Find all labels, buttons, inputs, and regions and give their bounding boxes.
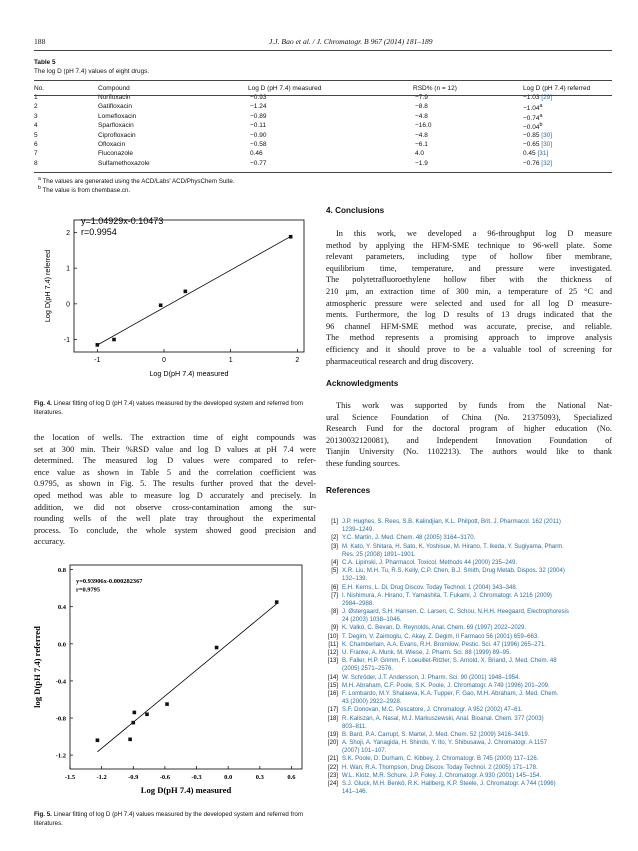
row-number: 6 — [34, 140, 38, 148]
table-caption — [34, 58, 149, 76]
reference-item — [326, 649, 612, 657]
reference-item — [326, 772, 612, 780]
referred-value: −0.65 [30] — [523, 140, 553, 148]
measured-value: −0.90 — [250, 131, 267, 139]
reference-link[interactable]: F. Lombardo, M.Y. Shalaeva, K.A. Tupper, F. Gao, M.H. Abraham, J. Med. Chem. 43 (2000) 2922–2928. — [342, 690, 559, 706]
y-tick-label: 0.4 — [57, 604, 66, 612]
reference-item — [326, 543, 612, 559]
measured-value: −0.11 — [250, 122, 266, 130]
compound-name: Norfloxacin — [98, 94, 131, 101]
correlation-coefficient: r=0.9954 — [81, 227, 117, 237]
reference-item — [326, 657, 612, 673]
row-number: 7 — [34, 150, 38, 158]
journal-citation: J.J. Bao et al. / J. Chromatogr. B 967 (2014) 181–189 — [269, 37, 433, 46]
reference-number: [17] — [327, 707, 338, 714]
fit-line — [97, 604, 276, 752]
rsd-value: −4.8 — [415, 131, 428, 139]
text-line: 0.9795, as shown in Fig. 5. The results further proved that the devel- — [34, 479, 316, 489]
data-point — [96, 738, 100, 742]
rsd-value: −7.9 — [415, 94, 428, 101]
y-tick-label: 0.0 — [57, 641, 66, 649]
referred-value: −0.74$^a$ — [523, 112, 543, 122]
reference-link[interactable]: S.F. Donovan, M.C. Pescatore, J. Chromatogr. A 952 (2002) 47–61. — [342, 707, 523, 714]
data-point — [275, 600, 279, 604]
compound-name: Ciprofloxacin — [98, 131, 136, 139]
reference-item — [326, 534, 612, 542]
referred-value: −1.04$^a$ — [523, 103, 543, 113]
table-label: Table 5 — [34, 59, 56, 66]
text-line: ments. Furthermore, the log D results of 13 drugs indicated that the — [326, 310, 612, 320]
reference-number: [3] — [331, 543, 338, 550]
reference-number: [9] — [331, 625, 338, 632]
reference-number: [13] — [327, 658, 338, 665]
reference-link[interactable]: H. Wan, R.A. Thompson, Drug Discov. Today Technol. 2 (2005) 171–178. — [342, 764, 538, 771]
x-tick-label: -1 — [94, 357, 101, 364]
column-header: Log D (pH 7.4) measured — [248, 84, 322, 92]
rsd-value: −16.0 — [415, 122, 432, 130]
rsd-value: −1.9 — [415, 159, 428, 167]
text-line: equilibrium time, temperature, and pressure were investigated. — [326, 263, 612, 273]
data-point — [289, 235, 293, 239]
correlation-coefficient: r=0.9795 — [76, 586, 101, 594]
referred-value: −1.03 [29] — [523, 94, 553, 101]
text-line: these funding sources. — [326, 458, 400, 468]
measured-value: −1.24 — [250, 103, 267, 111]
reference-link[interactable]: W.L. Klotz, M.R. Schure, J.P. Foley, J. Chromatogr. A 930 (2001) 145–154. — [342, 772, 542, 779]
text-line: Tianjin University (No. 1102213). The authors would like to thank — [326, 447, 612, 457]
reference-link[interactable]: K. Chamberlain, A.A. Evans, R.H. Bromilow, Pestic. Sci. 47 (1996) 265–271. — [342, 641, 547, 648]
referred-value: −0.04$^b$ — [523, 122, 543, 132]
text-line: set at 300 min. Their %RSD value and log D values at pH 7.4 were — [34, 444, 316, 454]
measured-value: −0.89 — [250, 112, 267, 120]
reference-item — [326, 764, 612, 772]
running-header — [34, 37, 612, 49]
data-point — [131, 721, 135, 725]
header-rule — [34, 50, 612, 51]
measured-value: −0.58 — [250, 140, 267, 148]
reference-item — [326, 592, 612, 608]
table-bottom-rule — [34, 172, 612, 173]
reference-link[interactable]: B. Bard, P.A. Carrupt, S. Martel, J. Med. Chem. 52 (2009) 3416–3419. — [342, 731, 530, 738]
measured-value: −0.77 — [250, 159, 267, 167]
reference-item — [326, 624, 612, 632]
table-footnote: $^b$ The value is from chembase.cn. — [38, 185, 131, 195]
table-row — [34, 160, 612, 169]
y-tick-label: -0.4 — [55, 678, 66, 686]
text-line: rounding wells of the well plate tray throughout the experimental — [34, 514, 316, 524]
compound-name: Lomefloxacin — [98, 112, 137, 120]
fit-line — [97, 236, 290, 345]
reference-link[interactable]: M. Kato, Y. Shitara, H. Sato, K. Yoshisue, M. Hirano, T. Ikeda, Y. Sugiyama, Pharm. Res. 25 (2008) 1891–1901. — [342, 543, 564, 558]
fit-equation: y=1.04929x-0.10473 — [81, 216, 164, 226]
x-axis-label: Log D(pH 7.4) measured — [149, 369, 229, 378]
x-tick-label: 0.3 — [255, 774, 264, 781]
reference-link[interactable]: J. Østergaard, S.H. Hansen, C. Larsen, C. Schou, N.H.H. Heegaard, Electrophoresis 24 (2003) 1038–1046. — [342, 609, 569, 624]
reference-link[interactable]: K. Valkó, C. Bevan, D. Reynolds, Anal. Chem. 69 (1997) 2022–2029. — [342, 625, 527, 632]
text-line: determined. The measured log D values were compared to refer- — [34, 456, 316, 466]
column-header: Log D (pH 7.4) referred — [523, 84, 591, 92]
text-line: The method represents a promising approach to improve analysis — [326, 333, 612, 343]
reference-number: [5] — [331, 568, 338, 575]
table-caption-text: The log D (pH 7.4) values of eight drugs. — [34, 68, 150, 75]
body-paragraph — [34, 432, 316, 548]
table-row — [34, 150, 612, 159]
x-tick-label: -0.9 — [128, 774, 139, 781]
measured-value: −0.93 — [250, 94, 267, 101]
x-tick-label: 1 — [228, 357, 233, 364]
data-point — [128, 738, 132, 742]
reference-number: [1] — [331, 519, 338, 525]
reference-number: [21] — [327, 756, 338, 763]
referred-value: −0.85 [30] — [523, 131, 553, 139]
fit-equation: y=0.93906x-0.000282367 — [76, 578, 143, 585]
y-tick-label: -1 — [63, 337, 70, 345]
acknowledgments-paragraph — [326, 400, 612, 470]
referred-value: −0.76 [32] — [523, 159, 553, 167]
figure-4-chart — [26, 200, 316, 392]
text-line: method by applying the HFM-SME technique to 96-well plate. Some — [326, 240, 612, 250]
reference-number: [24] — [327, 781, 338, 787]
column-header: Compound — [98, 84, 130, 92]
table-footnote: $^a$ The values are generated using the ACD/Labs' ACD/PhysChem Suite. — [38, 176, 235, 186]
compound-name: Gatifloxacin — [98, 103, 132, 111]
text-line: The polytetrafluoroethylene hollow fiber with the thickness of — [326, 275, 612, 285]
x-tick-label: -0.3 — [191, 774, 202, 781]
reference-item — [326, 641, 612, 649]
reference-link[interactable]: R. Kaliszan, A. Nasal, M.J. Markuszewski, Anal. Bioanal. Chem. 377 (2003) 803–811. — [342, 715, 544, 730]
reference-link[interactable]: Y.C. Martin, J. Med. Chem. 48 (2005) 3164–3170. — [342, 535, 476, 542]
reference-number: [18] — [327, 715, 338, 722]
reference-link[interactable]: M.H. Abraham, C.F. Poole, S.K. Poole, J. Chromatogr. A 749 (1996) 201–209. — [342, 682, 550, 689]
reference-number: [7] — [331, 592, 338, 599]
x-tick-label: -1.5 — [64, 774, 76, 781]
x-tick-label: 2 — [295, 357, 300, 364]
table-row — [34, 103, 612, 112]
compound-name: Fluconazole — [98, 150, 134, 158]
reference-link[interactable]: A. Shoji, A. Yanagida, H. Shindo, Y. Ito, Y. Shibusawa, J. Chromatogr. A 1157 (2007) 101–107. — [342, 740, 547, 755]
column-header: No. — [34, 84, 45, 92]
reference-number: [4] — [331, 559, 338, 566]
reference-number: [20] — [327, 740, 338, 747]
reference-number: [16] — [327, 690, 338, 697]
text-line: the location of wells. The extraction time of eight compounds was — [34, 433, 316, 442]
figure-5-chart — [26, 555, 316, 807]
reference-link[interactable]: C.A. Lipinski, J. Pharmacol. Toxicol. Methods 44 (2000) 235–249. — [342, 559, 518, 566]
text-line: ence value as shown in Table 5 and the correlation coefficient was — [34, 467, 316, 477]
table-top-rule — [34, 80, 612, 81]
text-line: ural Science Foundation of China (No. 21375093), Specialized — [326, 412, 612, 422]
table-row — [34, 113, 612, 122]
data-point — [159, 303, 163, 307]
row-number: 2 — [34, 103, 38, 111]
reference-number: [8] — [331, 609, 338, 616]
y-tick-label: -1.2 — [55, 752, 66, 760]
table-row — [34, 141, 612, 150]
data-point — [133, 711, 137, 715]
figure-5-caption: Fig. 5. Linear fitting of log D (pH 7.4) values measured by the developed system and referred from literatures. — [34, 811, 303, 827]
reference-item — [326, 633, 612, 641]
rsd-value: −6.1 — [415, 140, 428, 148]
reference-link[interactable]: B. Faller, H.P. Grimm, F. Loeuillet-Ritzler, S. Arnold, X. Briand, J. Med. Chem. 48 (2005) 2571–2576. — [342, 658, 557, 673]
row-number: 8 — [34, 159, 38, 167]
y-tick-label: -0.8 — [55, 715, 66, 723]
y-tick-label: 2 — [66, 229, 70, 237]
text-line: Research Fund for the doctoral program of higher education (No. — [326, 424, 612, 434]
reference-item — [326, 567, 612, 583]
x-tick-label: 0.0 — [224, 774, 233, 781]
reference-list — [326, 518, 612, 796]
text-line: process. To conclude, the whole system showed good precision and — [34, 525, 316, 535]
reference-number: [2] — [331, 535, 338, 542]
data-point — [215, 646, 219, 650]
reference-item — [326, 690, 612, 706]
reference-item — [326, 584, 612, 592]
reference-number: [15] — [327, 682, 338, 689]
x-tick-label: -0.6 — [159, 774, 171, 781]
conclusions-paragraph — [326, 228, 612, 367]
reference-item — [326, 731, 612, 739]
reference-link[interactable]: U. Franke, A. Munk, M. Wiese, J. Pharm. Sci. 88 (1999) 89–95. — [342, 650, 512, 656]
text-line: 210 μm, an extraction time of 300 min, a temperature of 25 °C and — [326, 286, 612, 296]
text-line: This work was supported by funds from the National Nat- — [336, 401, 612, 410]
y-tick-label: 0.8 — [57, 567, 66, 575]
reference-number: [6] — [331, 584, 338, 591]
x-axis-label: Log D(pH 7.4) measured — [140, 785, 232, 795]
reference-link[interactable]: T. Degim, V. Zaimoglu, C. Akay, Z. Degim, Il Farmaco 56 (2001) 659–663. — [342, 633, 539, 640]
reference-item — [326, 715, 612, 731]
data-point — [112, 338, 116, 342]
reference-item — [326, 518, 612, 534]
text-line: pharmaceutical research and drug discovery. — [326, 356, 474, 366]
section-heading-conclusions: 4. Conclusions — [326, 206, 385, 215]
section-heading-references: References — [326, 486, 371, 495]
table-head-rule — [34, 95, 612, 96]
text-line: accuracy. — [34, 537, 66, 547]
column-header: RSD% (n = 12) — [413, 84, 457, 92]
reference-item — [326, 706, 612, 714]
reference-link[interactable]: J.P. Hughes, S. Rees, S.B. Kalindjian, K.L. Philpott, Brit. J. Pharmacol. 162 (2011) 1239–1249. — [342, 519, 561, 534]
text-line: relevant parameters, including type of hollow fiber membrane, — [326, 252, 612, 262]
reference-number: [14] — [327, 674, 338, 681]
rsd-value: 4.0 — [415, 150, 425, 158]
y-tick-label: 1 — [66, 265, 70, 273]
compound-name: Sulfamethoxazole — [98, 159, 150, 167]
compound-name: Ofloxacin — [98, 140, 126, 148]
section-heading-acknowledgments: Acknowledgments — [326, 379, 399, 388]
table-header-row — [34, 84, 612, 94]
plot-frame — [70, 565, 302, 769]
text-line: efficiency and it should prove to be a valuable tool of screening for — [326, 344, 612, 354]
text-line: 96 channel HFM-SME method was accurate, precise, and reliable. — [326, 321, 612, 331]
text-line: oped method was able to measure log D accurately and precisely. In — [34, 490, 316, 500]
table-row — [34, 132, 612, 141]
x-tick-label: 0 — [162, 357, 166, 364]
data-table — [34, 84, 612, 169]
row-number: 5 — [34, 131, 38, 139]
data-point — [96, 343, 100, 347]
reference-number: [10] — [327, 633, 338, 640]
data-point — [165, 702, 169, 706]
reference-number: [12] — [327, 650, 338, 656]
reference-item — [326, 755, 612, 763]
x-tick-label: -1.2 — [96, 774, 107, 781]
reference-link[interactable]: X.R. Liu, M.H. Tu, R.S. Kelly, C.P. Chen, B.J. Smith, Drug Metab. Dispos. 32 (2004) 132–139. — [342, 568, 565, 583]
referred-value: 0.45 [31] — [523, 150, 549, 158]
row-number: 3 — [34, 112, 38, 120]
table-row — [34, 122, 612, 131]
plot-frame — [74, 220, 304, 352]
reference-number: [11] — [328, 641, 338, 648]
reference-item — [326, 674, 612, 682]
reference-number: [19] — [327, 731, 338, 738]
reference-item — [326, 682, 612, 690]
compound-name: Sparfloxacin — [98, 122, 134, 130]
figure-4-caption: Fig. 4. Linear fitting of log D (pH 7.4) values measured by the developed system and referred from literatures. — [34, 400, 303, 416]
measured-value: 0.46 — [250, 150, 263, 158]
text-line: 20130032120081), and Independent Innovation Foundation of — [326, 435, 612, 445]
row-number: 1 — [34, 94, 38, 101]
rsd-value: −8.8 — [415, 103, 428, 111]
reference-number: [22] — [327, 764, 338, 771]
text-line: In this work, we developed a 96-throughput log D measure — [336, 229, 612, 238]
reference-link[interactable]: I. Nishimura, A. Hirano, T. Yamashita, T. Fukami, J. Chromatogr. A 1216 (2009) 2984–2988. — [342, 592, 552, 607]
row-number: 4 — [34, 122, 38, 130]
reference-link[interactable]: W. Schröder, J.T. Andersson, J. Pharm. Sci. 90 (2001) 1948–1954. — [342, 674, 521, 681]
reference-item — [326, 739, 612, 755]
rsd-value: −4.8 — [415, 112, 428, 120]
data-point — [184, 290, 188, 294]
reference-link[interactable]: S.J. Gluck, M.H. Benkö, R.K. Hallberg, K.P. Steele, J. Chromatogr. A 744 (1996) 141–146. — [342, 781, 556, 796]
y-tick-label: 0 — [66, 301, 70, 309]
text-line: addition, we did not observe cross-contamination among the sur- — [34, 502, 316, 512]
reference-link[interactable]: E.H. Kerns, L. Di, Drug Discov. Today Technol. 1 (2004) 343–348. — [342, 584, 518, 591]
text-line: atmospheric pressure were selected and used for all log D measure- — [326, 298, 612, 308]
reference-item — [326, 559, 612, 567]
y-axis-label: log D(pH 7.4) referred — [32, 626, 42, 708]
reference-link[interactable]: S.K. Poole, D. Durham, C. Kibbey, J. Chromatogr. B 745 (2000) 117–126. — [342, 756, 539, 763]
x-tick-label: 0.6 — [287, 774, 296, 781]
page-number: 188 — [34, 37, 46, 46]
data-point — [145, 712, 149, 716]
reference-item — [326, 608, 612, 624]
y-axis-label: Log D(pH 7.4) referred — [43, 249, 52, 323]
reference-number: [23] — [327, 772, 338, 779]
reference-item — [326, 780, 612, 796]
